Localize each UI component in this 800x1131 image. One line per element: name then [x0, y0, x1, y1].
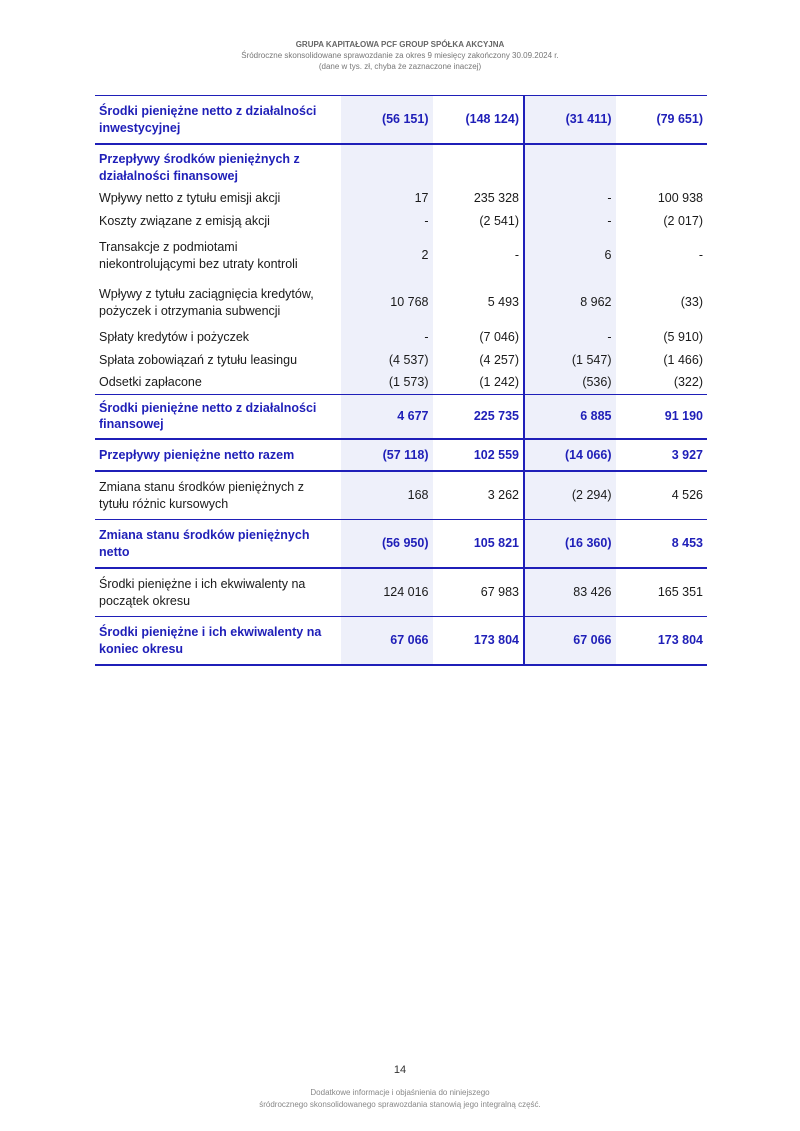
- row-label: Spłata zobowiązań z tytułu leasingu: [99, 352, 298, 367]
- cell-value: (1 466): [663, 352, 703, 367]
- row-label: Transakcje z podmiotami niekontrolującymi bez utraty kontroli: [99, 240, 298, 271]
- cell-value: (148 124): [433, 96, 525, 145]
- cell-value: 67 983: [433, 568, 525, 617]
- section-heading: Przepływy środków pieniężnych z działalności finansowej: [99, 152, 300, 183]
- row-label: Środki pieniężne i ich ekwiwalenty na koniec okresu: [95, 617, 341, 666]
- cell-value: -: [524, 326, 616, 349]
- cell-value: (536): [524, 371, 616, 394]
- table-row: [95, 349, 707, 372]
- cell-value: -: [524, 187, 616, 210]
- row-label: Zmiana stanu środków pieniężnych netto: [95, 520, 341, 569]
- report-title: Śródroczne skonsolidowane sprawozdanie za okres 9 miesięcy zakończony 30.09.2024 r.: [241, 51, 559, 60]
- table-row-total: [95, 617, 707, 666]
- table-row: [95, 279, 707, 326]
- cell-value: 235 328: [473, 191, 519, 205]
- cell-value: 10 768: [341, 279, 433, 326]
- cell-value: 173 804: [433, 617, 525, 666]
- table-row-section-heading: [95, 144, 707, 187]
- document-header: [0, 39, 800, 72]
- cell-value: -: [524, 210, 616, 233]
- cell-value: [524, 144, 616, 187]
- cell-value: (79 651): [616, 96, 708, 145]
- cell-value: 8 453: [616, 520, 708, 569]
- row-label: Odsetki zapłacone: [95, 371, 341, 394]
- table-row: [95, 187, 707, 210]
- row-label: Koszty związane z emisją akcji: [99, 213, 270, 228]
- cash-flow-table: [95, 95, 707, 666]
- cell-value: 124 016: [341, 568, 433, 617]
- document-footer: [0, 1087, 800, 1111]
- cell-value: -: [341, 326, 433, 349]
- cell-value: (5 910): [663, 330, 703, 344]
- cell-value: 100 938: [657, 191, 703, 205]
- table-row-total: [95, 394, 707, 439]
- cell-value: (31 411): [524, 96, 616, 145]
- cell-value: (322): [616, 371, 708, 394]
- row-label: Wpływy netto z tytułu emisji akcji: [99, 191, 281, 205]
- table-row: [95, 232, 707, 279]
- row-label: Spłaty kredytów i pożyczek: [99, 330, 250, 344]
- cell-value: -: [514, 248, 519, 263]
- cell-value: 83 426: [524, 568, 616, 617]
- cell-value: (2 017): [663, 213, 703, 228]
- table-row: [95, 371, 707, 394]
- cell-value: 67 066: [524, 617, 616, 666]
- cell-value: 8 962: [524, 279, 616, 326]
- footer-line: Dodatkowe informacje i objaśnienia do niniejszego: [310, 1088, 490, 1097]
- cell-value: 6 885: [524, 394, 616, 439]
- cell-value: (56 950): [341, 520, 433, 569]
- cell-value: (4 537): [341, 349, 433, 372]
- cell-value: (2 541): [479, 213, 519, 228]
- cell-value: (1 573): [341, 371, 433, 394]
- cell-value: 4 677: [341, 394, 433, 439]
- table-row-total: [95, 520, 707, 569]
- cell-value: (4 257): [479, 352, 519, 367]
- row-label: Środki pieniężne netto z działalności inwestycyjnej: [95, 96, 341, 145]
- cell-value: 91 190: [616, 394, 708, 439]
- cell-value: 17: [341, 187, 433, 210]
- row-label: Środki pieniężne i ich ekwiwalenty na początek okresu: [95, 568, 341, 617]
- cell-value: (57 118): [341, 439, 433, 472]
- row-label: Środki pieniężne netto z działalności finansowej: [95, 394, 341, 439]
- cell-value: 102 559: [433, 439, 525, 472]
- table-row: [95, 326, 707, 349]
- cell-value: [341, 144, 433, 187]
- cell-value: 3 927: [616, 439, 708, 472]
- company-name: GRUPA KAPITAŁOWA PCF GROUP SPÓŁKA AKCYJNA: [295, 40, 505, 49]
- row-label: Zmiana stanu środków pieniężnych z tytułu różnic kursowych: [95, 471, 341, 520]
- cell-value: 6: [524, 232, 616, 279]
- cell-value: 67 066: [341, 617, 433, 666]
- row-label: Przepływy pieniężne netto razem: [95, 439, 341, 472]
- units-note: (dane w tys. zł, chyba że zaznaczone inaczej): [318, 62, 482, 71]
- cell-value: (2 294): [524, 471, 616, 520]
- cell-value: 3 262: [433, 471, 525, 520]
- table-row: [95, 471, 707, 520]
- table-row-total: [95, 96, 707, 145]
- table-row: [95, 210, 707, 233]
- table-row: [95, 568, 707, 617]
- cell-value: (16 360): [524, 520, 616, 569]
- cell-value: [616, 144, 708, 187]
- footer-line: śródrocznego skonsolidowanego sprawozdania stanowią jego integralną część.: [259, 1100, 541, 1109]
- row-label: Wpływy z tytułu zaciągnięcia kredytów, pożyczek i otrzymania subwencji: [99, 287, 314, 318]
- cell-value: (1 242): [433, 371, 525, 394]
- page-number: 14: [393, 1064, 407, 1076]
- cell-value: 165 351: [616, 568, 708, 617]
- table-row-total: [95, 439, 707, 472]
- cell-value: 105 821: [433, 520, 525, 569]
- cell-value: -: [341, 210, 433, 233]
- cell-value: -: [698, 248, 703, 263]
- cell-value: [433, 144, 525, 187]
- cell-value: 2: [341, 232, 433, 279]
- cell-value: (33): [680, 295, 703, 310]
- cell-value: (7 046): [479, 330, 519, 344]
- cell-value: (56 151): [341, 96, 433, 145]
- cell-value: 168: [341, 471, 433, 520]
- cell-value: (14 066): [524, 439, 616, 472]
- cell-value: 225 735: [433, 394, 525, 439]
- cell-value: 173 804: [616, 617, 708, 666]
- cell-value: 5 493: [487, 295, 519, 310]
- cell-value: (1 547): [524, 349, 616, 372]
- cell-value: 4 526: [616, 471, 708, 520]
